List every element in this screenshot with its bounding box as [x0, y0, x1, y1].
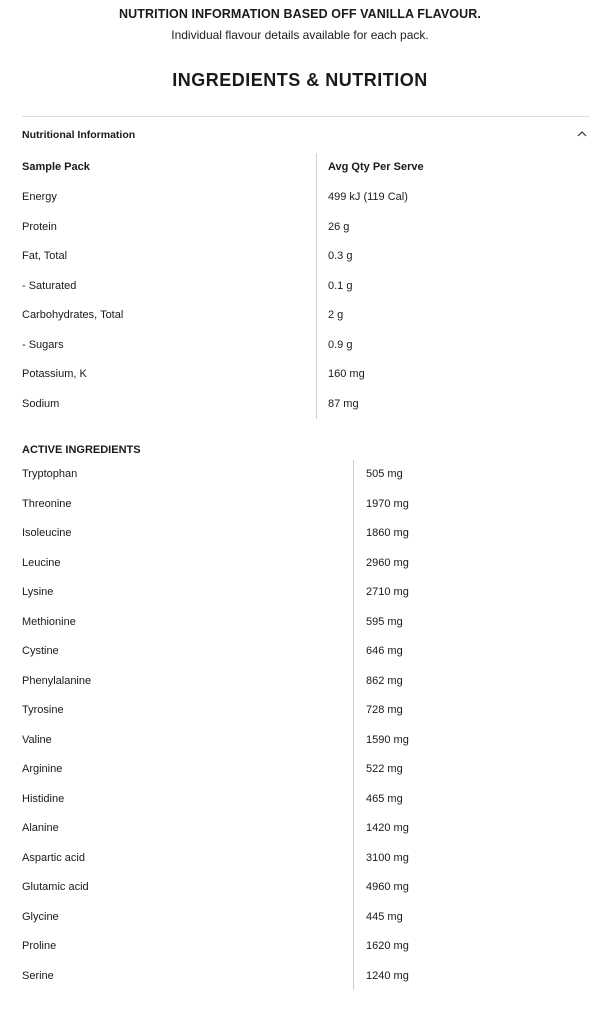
nutrition-column-divider [316, 153, 317, 419]
nutrition-row-label: Fat, Total [22, 250, 68, 262]
active-ingredient-label: Alanine [22, 822, 59, 834]
nutrition-col-header-label: Sample Pack [22, 161, 90, 173]
active-ingredient-label: Glycine [22, 911, 59, 923]
active-ingredient-value: 1970 mg [366, 498, 409, 510]
active-ingredient-value: 2710 mg [366, 586, 409, 598]
nutrition-row-value: 2 g [328, 309, 344, 321]
active-ingredient-value: 3100 mg [366, 852, 409, 864]
active-column-divider [353, 460, 354, 990]
active-ingredient-value: 1620 mg [366, 940, 409, 952]
nutrition-row-label: Sodium [22, 398, 60, 410]
active-ingredient-label: Tryptophan [22, 468, 78, 480]
nutrition-accordion-header[interactable] [22, 118, 590, 150]
active-ingredient-value: 1420 mg [366, 822, 409, 834]
active-ingredient-value: 505 mg [366, 468, 403, 480]
active-ingredient-label: Cystine [22, 645, 59, 657]
active-ingredient-label: Proline [22, 940, 57, 952]
active-ingredient-label: Leucine [22, 557, 61, 569]
active-ingredient-label: Tyrosine [22, 704, 64, 716]
nutrition-row-label: - Sugars [22, 339, 64, 351]
section-divider [22, 116, 590, 117]
active-ingredient-label: Glutamic acid [22, 881, 89, 893]
active-ingredient-value: 1240 mg [366, 970, 409, 982]
active-ingredient-label: Aspartic acid [22, 852, 85, 864]
nutrition-row-label: Energy [22, 191, 57, 203]
active-ingredient-value: 1860 mg [366, 527, 409, 539]
nutrition-row-label: - Saturated [22, 280, 77, 292]
active-ingredients-title: ACTIVE INGREDIENTS [22, 444, 141, 456]
active-ingredient-value: 646 mg [366, 645, 403, 657]
section-title: INGREDIENTS & NUTRITION [172, 70, 428, 90]
nutrition-row-value: 0.3 g [328, 250, 353, 262]
active-ingredient-label: Phenylalanine [22, 675, 92, 687]
nutrition-row-value: 26 g [328, 221, 350, 233]
active-ingredient-label: Isoleucine [22, 527, 72, 539]
nutrition-row-value: 0.1 g [328, 280, 353, 292]
active-ingredient-label: Arginine [22, 763, 63, 775]
active-ingredient-value: 862 mg [366, 675, 403, 687]
active-ingredient-value: 728 mg [366, 704, 403, 716]
nutrition-row-value: 160 mg [328, 368, 365, 380]
active-ingredient-label: Serine [22, 970, 54, 982]
active-ingredient-label: Lysine [22, 586, 54, 598]
flavour-note-heading: NUTRITION INFORMATION BASED OFF VANILLA FLAVOUR. [119, 7, 481, 21]
active-ingredient-label: Histidine [22, 793, 65, 805]
active-ingredient-value: 445 mg [366, 911, 403, 923]
active-ingredient-label: Threonine [22, 498, 72, 510]
active-ingredient-value: 522 mg [366, 763, 403, 775]
nutrition-row-value: 499 kJ (119 Cal) [328, 191, 408, 203]
active-ingredient-value: 465 mg [366, 793, 403, 805]
active-ingredient-value: 1590 mg [366, 734, 409, 746]
nutrition-row-label: Potassium, K [22, 368, 87, 380]
active-ingredient-value: 4960 mg [366, 881, 409, 893]
active-ingredient-label: Methionine [22, 616, 76, 628]
nutrition-row-value: 87 mg [328, 398, 359, 410]
chevron-up-icon[interactable] [576, 129, 588, 139]
nutrition-row-value: 0.9 g [328, 339, 353, 351]
active-ingredient-value: 2960 mg [366, 557, 409, 569]
active-ingredient-label: Valine [22, 734, 52, 746]
accordion-title: Nutritional Information [22, 129, 136, 141]
active-ingredient-value: 595 mg [366, 616, 403, 628]
flavour-note-subtext: Individual flavour details available for each pack. [171, 28, 429, 42]
nutrition-col-header-value: Avg Qty Per Serve [328, 161, 424, 173]
nutrition-row-label: Carbohydrates, Total [22, 309, 124, 321]
nutrition-row-label: Protein [22, 221, 57, 233]
